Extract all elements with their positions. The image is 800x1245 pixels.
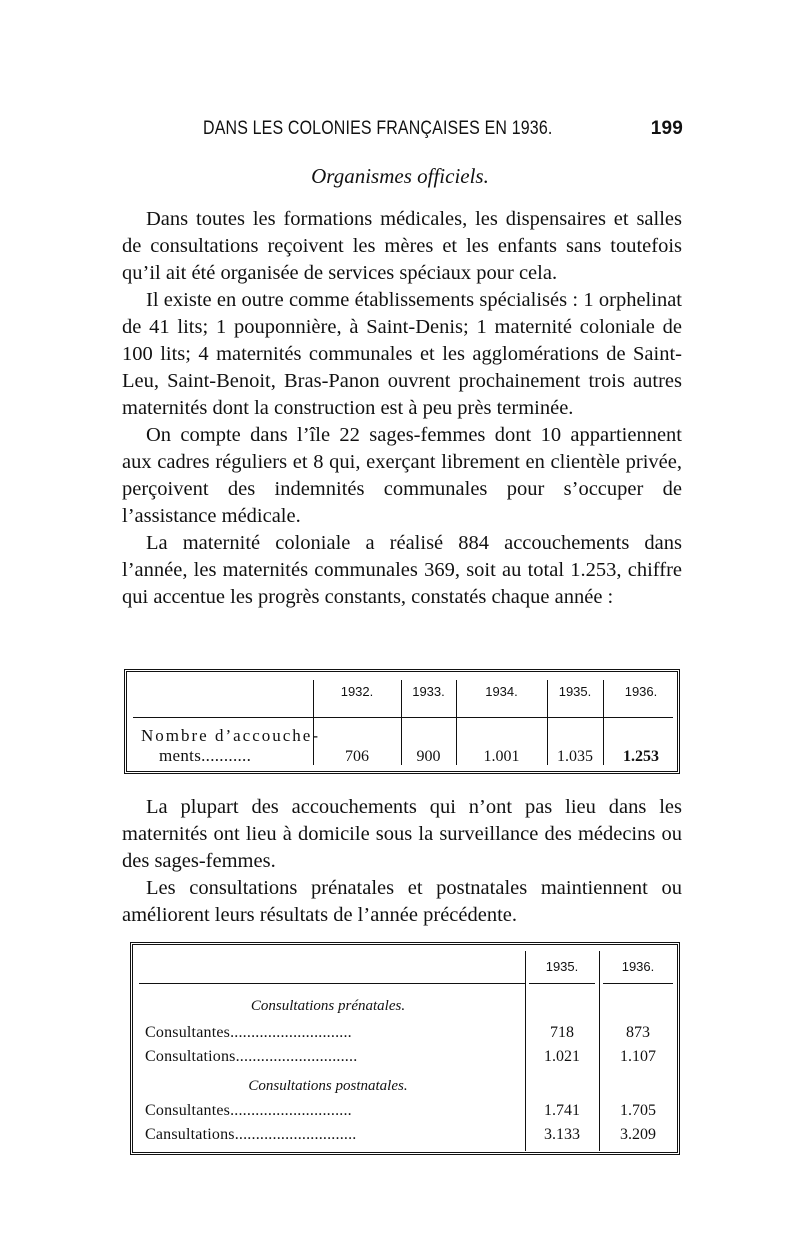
table-cell: 1.035: [557, 748, 593, 765]
table-cell: 873: [626, 1024, 650, 1041]
year-header: 1934.: [485, 684, 518, 699]
consultations-table: [130, 942, 680, 1155]
table-cell: 1.253: [623, 748, 659, 765]
table-rule: [529, 983, 595, 984]
table-cell: 718: [550, 1024, 574, 1041]
body-text-bottom: [122, 794, 682, 929]
table-rule: [313, 717, 673, 718]
row-label: Consultantes.............................: [145, 1024, 352, 1041]
paragraph: Dans toutes les formations médicales, les dispensaires et salles de consultations reçoivent les mères et les enfants sans toutefois qu’il ait été organisée de services spéciaux pour cela.: [122, 208, 682, 284]
row-label: Consultations.............................: [145, 1048, 358, 1065]
table-cell: 706: [345, 748, 369, 765]
paragraph: La maternité coloniale a réalisé 884 accouchements dans l’année, les maternités communales 369, soit au total 1.253, chiffre qui accentue les progrès constants, constatés chaque année :: [122, 532, 682, 608]
row-label: Consultantes.............................: [145, 1102, 352, 1119]
paragraph: On compte dans l’île 22 sages-femmes dont 10 appartiennent aux cadres réguliers et 8 qui, exerçant librement en clientèle privée, perçoivent des indemnités communales pour s’occuper de l’assistance médicale.: [122, 424, 682, 527]
table-rule: [139, 983, 525, 984]
table-cell: 1.021: [544, 1048, 580, 1065]
page-number: 199: [650, 118, 683, 139]
year-header: 1936.: [621, 959, 655, 974]
year-header: 1933.: [412, 684, 445, 699]
row-label: Nombre d’accouche- ments...........: [141, 726, 321, 765]
year-header: 1935.: [558, 684, 592, 699]
table-rule: [603, 983, 673, 984]
prenatal-heading: Consultations prénatales.: [250, 998, 406, 1014]
row-label: Cansultations.............................: [145, 1126, 357, 1143]
paragraph: Les consultations prénatales et postnatales maintiennent ou améliorent leurs résultats de l’année précédente.: [122, 877, 682, 926]
table-cell: 1.705: [620, 1102, 656, 1119]
paragraph: La plupart des accouchements qui n’ont pas lieu dans les maternités ont lieu à domicile sous la surveillance des médecins ou des sages-femmes.: [122, 796, 682, 872]
running-title: DANS LES COLONIES FRANÇAISES EN 1936.: [203, 118, 553, 139]
table-cell: 3.209: [620, 1126, 656, 1143]
postnatal-heading: Consultations postnatales.: [248, 1078, 408, 1094]
section-title: Organismes officiels.: [311, 164, 489, 188]
running-header: [203, 118, 683, 146]
table-cell: 3.133: [544, 1126, 580, 1143]
year-header: 1935.: [545, 959, 579, 974]
year-header: 1932.: [340, 684, 374, 699]
body-text-top: [122, 206, 682, 611]
table-cell: 1.741: [544, 1102, 580, 1119]
table-cell: 1.001: [483, 748, 520, 765]
paragraph: Il existe en outre comme établissements spécialisés : 1 orphelinat de 41 lits; 1 pouponnière, à Saint-Denis; 1 maternité coloniale de 100 lits; 4 maternités communales et les agglomérations de Saint-Leu, Saint-Benoit, Bras-Panon ouvrent prochainement trois autres maternités dont la construction est à peu près terminée.: [122, 289, 682, 419]
year-header: 1936.: [624, 684, 658, 699]
table-rule: [133, 717, 313, 718]
births-table: [124, 669, 680, 774]
table-cell: 900: [416, 748, 441, 765]
table-cell: 1.107: [620, 1048, 656, 1065]
